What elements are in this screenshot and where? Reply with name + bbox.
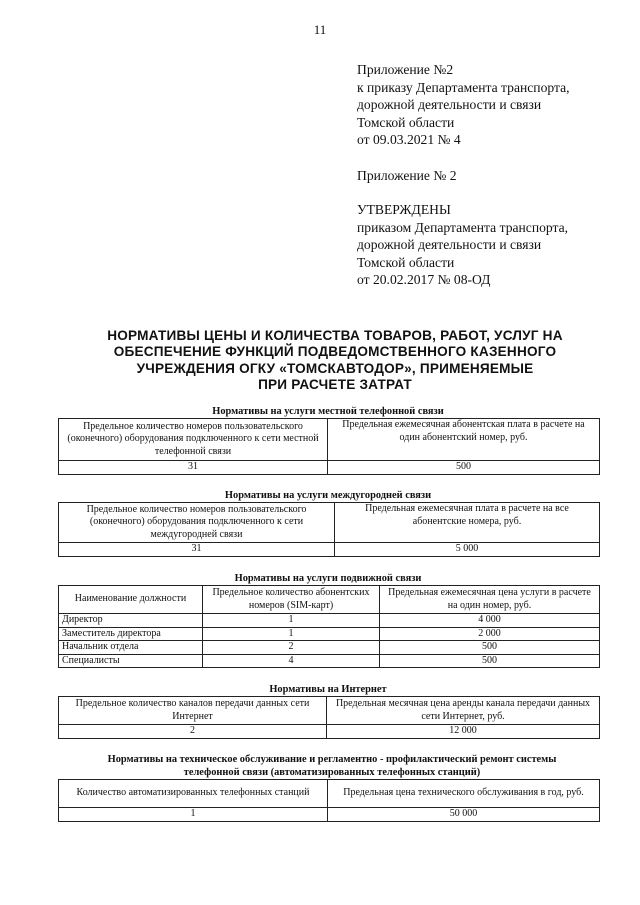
qty-cell: 1 <box>203 614 380 628</box>
price-cell: 4 000 <box>380 614 600 628</box>
section-heading-maintenance <box>58 753 606 779</box>
column-header: Предельная цена технического обслуживания в год, руб. <box>328 780 600 808</box>
appendix-line: к приказу Департамента транспорта, <box>357 79 570 95</box>
approval-line: УТВЕРЖДЕНЫ <box>357 202 451 217</box>
price-cell: 2 000 <box>380 627 600 641</box>
table-cell: 31 <box>59 543 335 557</box>
appendix-old-label <box>357 167 457 185</box>
table-row <box>59 641 600 655</box>
table-row <box>59 614 600 628</box>
column-header: Предельное количество абонентских номеров (SIM-карт) <box>203 586 380 614</box>
column-header: Предельное количество номеров пользовательского (оконечного) оборудования подключенного к сети местной телефонной связи <box>59 419 328 461</box>
price-cell: 500 <box>380 654 600 668</box>
title-line: ОБЕСПЕЧЕНИЕ ФУНКЦИЙ ПОДВЕДОМСТВЕННОГО КАЗЕННОГО <box>113 344 557 360</box>
column-header: Предельное количество каналов передачи данных сети Интернет <box>59 697 327 725</box>
heading-line: Нормативы на техническое обслуживание и регламентно - профилактический ремонт системы <box>107 754 557 765</box>
table-long-distance <box>58 502 600 557</box>
title-line: УЧРЕЖДЕНИЯ ОГКУ «ТОМСКАВТОДОР», ПРИМЕНЯЕМЫЕ <box>136 360 534 376</box>
table-cell: 5 000 <box>335 543 600 557</box>
appendix-line: от 09.03.2021 № 4 <box>357 132 461 147</box>
price-cell: 500 <box>380 641 600 655</box>
column-header: Предельная ежемесячная плата в расчете на все абонентские номера, руб. <box>335 503 600 543</box>
table-row <box>59 654 600 668</box>
qty-cell: 4 <box>203 654 380 668</box>
appendix-old-text: Приложение № 2 <box>357 168 457 183</box>
table-local-phone <box>58 418 600 475</box>
column-header: Предельное количество номеров пользовательского (оконечного) оборудования подключенного к сети междугородней связи <box>59 503 335 543</box>
table-cell: 500 <box>328 461 600 475</box>
qty-cell: 2 <box>203 641 380 655</box>
approval-line: приказом Департамента транспорта, <box>357 219 569 235</box>
approval-line: Томской области <box>357 254 455 270</box>
approval-line: от 20.02.2017 № 08-ОД <box>357 272 491 287</box>
column-header: Предельная месячная цена аренды канала передачи данных сети Интернет, руб. <box>327 697 600 725</box>
position-cell: Специалисты <box>59 654 203 668</box>
table-internet <box>58 696 600 739</box>
table-mobile <box>58 585 600 668</box>
column-header: Предельная ежемесячная цена услуги в расчете на один номер, руб. <box>380 586 600 614</box>
column-header: Предельная ежемесячная абонентская плата в расчете на один абонентский номер, руб. <box>328 419 600 461</box>
position-cell: Начальник отдела <box>59 641 203 655</box>
qty-cell: 1 <box>203 627 380 641</box>
column-header: Количество автоматизированных телефонных станций <box>59 780 328 808</box>
table-maintenance <box>58 779 600 822</box>
title-line: ПРИ РАСЧЕТЕ ЗАТРАТ <box>258 377 412 393</box>
position-cell: Заместитель директора <box>59 627 203 641</box>
approval-block <box>357 201 568 289</box>
appendix-line: дорожной деятельности и связи <box>357 97 542 112</box>
title-line: НОРМАТИВЫ ЦЕНЫ И КОЛИЧЕСТВА ТОВАРОВ, РАБОТ, УСЛУГ НА <box>107 328 563 343</box>
section-heading-internet: Нормативы на Интернет <box>269 684 387 695</box>
table-row <box>59 627 600 641</box>
approval-line: дорожной деятельности и связи <box>357 237 542 252</box>
table-cell: 2 <box>59 725 327 739</box>
appendix-line: Томской области <box>357 114 455 130</box>
section-heading-mobile: Нормативы на услуги подвижной связи <box>234 573 422 584</box>
appendix-line: Приложение №2 <box>357 62 454 77</box>
table-cell: 50 000 <box>328 808 600 822</box>
appendix-header <box>357 61 570 149</box>
section-heading-local-phone: Нормативы на услуги местной телефонной связи <box>212 406 444 417</box>
table-cell: 31 <box>59 461 328 475</box>
column-header: Наименование должности <box>59 586 203 614</box>
page-number: 11 <box>313 22 327 37</box>
table-cell: 12 000 <box>327 725 600 739</box>
document-title <box>60 328 610 394</box>
section-heading-long-distance: Нормативы на услуги междугородней связи <box>224 490 432 501</box>
position-cell: Директор <box>59 614 203 628</box>
heading-line: телефонной связи (автоматизированных телефонных станций) <box>183 767 481 778</box>
table-cell: 1 <box>59 808 328 822</box>
